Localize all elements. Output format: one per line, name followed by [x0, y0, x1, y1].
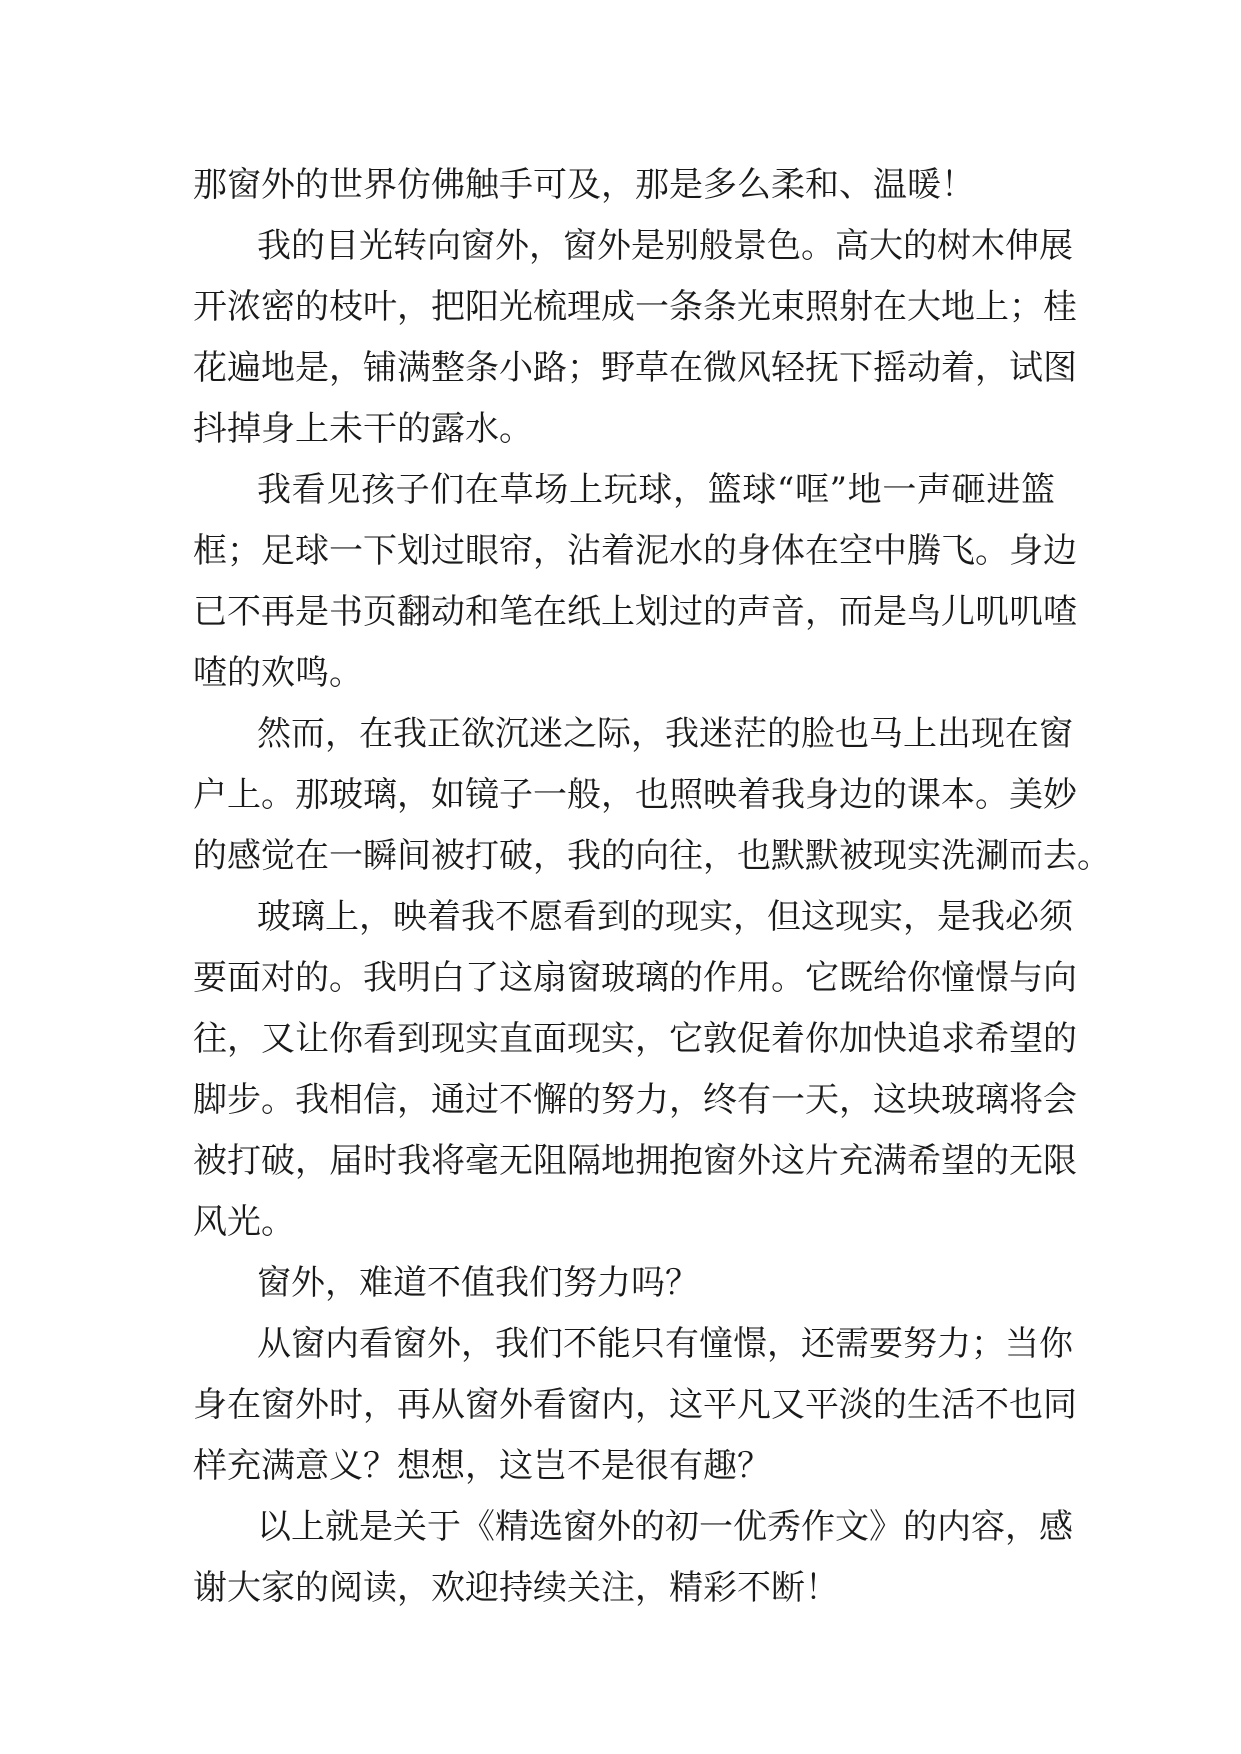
text-line: 样充满意义？想想，这岂不是很有趣？	[193, 1446, 771, 1486]
text-line: 然而，在我正欲沉迷之际，我迷茫的脸也马上出现在窗	[257, 714, 1073, 754]
text-line: 花遍地是，铺满整条小路；野草在微风轻抚下摇动着，试图	[193, 348, 1077, 388]
text-line: 身在窗外时，再从窗外看窗内，这平凡又平淡的生活不也同	[193, 1385, 1077, 1425]
text-line: 开浓密的枝叶，把阳光梳理成一条条光束照射在大地上；桂	[193, 287, 1077, 327]
text-line: 窗外，难道不值我们努力吗？	[257, 1263, 699, 1303]
text-line: 我看见孩子们在草场上玩球，篮球“哐”地一声砸进篮	[257, 470, 1055, 510]
text-line: 那窗外的世界仿佛触手可及，那是多么柔和、温暖！	[193, 165, 975, 205]
text-line: 我的目光转向窗外，窗外是别般景色。高大的树木伸展	[257, 226, 1073, 266]
text-line: 被打破，届时我将毫无阻隔地拥抱窗外这片充满希望的无限	[193, 1141, 1077, 1181]
text-line: 风光。	[193, 1202, 295, 1242]
text-line: 的感觉在一瞬间被打破，我的向往，也默默被现实洗涮而去。	[193, 836, 1111, 876]
text-line: 要面对的。我明白了这扇窗玻璃的作用。它既给你憧憬与向	[193, 958, 1077, 998]
text-line: 往，又让你看到现实直面现实，它敦促着你加快追求希望的	[193, 1019, 1077, 1059]
text-line: 户上。那玻璃，如镜子一般，也照映着我身边的课本。美妙	[193, 775, 1077, 815]
text-line: 抖掉身上未干的露水。	[193, 409, 533, 449]
text-line: 已不再是书页翻动和笔在纸上划过的声音，而是鸟儿叽叽喳	[193, 592, 1077, 632]
text-line: 框；足球一下划过眼帘，沾着泥水的身体在空中腾飞。身边	[193, 531, 1077, 571]
article-body	[193, 155, 1111, 1619]
text-line: 以上就是关于《精选窗外的初一优秀作文》的内容，感	[257, 1507, 1073, 1547]
text-line: 从窗内看窗外，我们不能只有憧憬，还需要努力；当你	[257, 1324, 1073, 1364]
text-line: 谢大家的阅读，欢迎持续关注，精彩不断！	[193, 1568, 839, 1608]
text-line: 玻璃上，映着我不愿看到的现实，但这现实，是我必须	[257, 897, 1073, 937]
text-line: 喳的欢鸣。	[193, 653, 363, 693]
text-line: 脚步。我相信，通过不懈的努力，终有一天，这块玻璃将会	[193, 1080, 1077, 1120]
